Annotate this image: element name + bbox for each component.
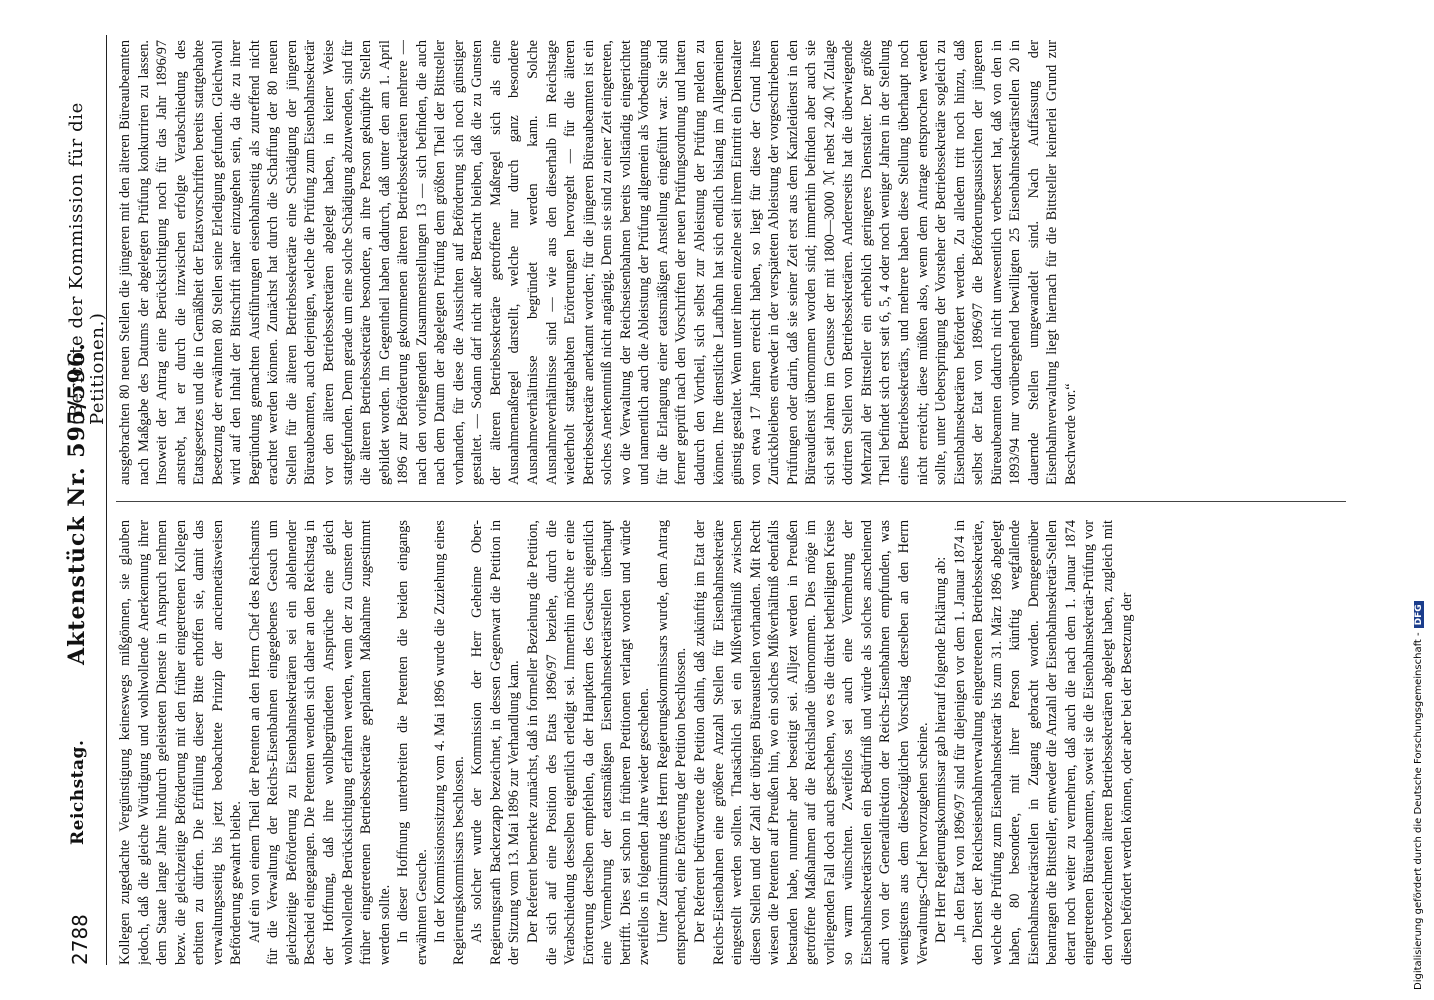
paragraph: Kollegen zugedachte Vergünstigung keineswegs mißgönnen, sie glauben jedoch, daß die gleiche Würdigung und wohlwollende Anerkennung ihrer dem Staate lange Jahre hindurch geleisteten Dienste in Anspruch nehmen bezw. die gleichzeitige Beförderung mit den früher eingetretenen Kollegen erbitten zu dürfen. Die Erfüllung dieser Bitte erhoffen sie, damit das verwaltungsseitig bis jetzt beobachtete Prinzip der anciennetätsweisen Beförderung gewahrt bleibe.: [117, 520, 245, 965]
digitization-text: Digitalisierung gefördert durch die Deutsche Forschungsgemeinschaft -: [1413, 632, 1424, 990]
paragraph: ausgebrachten 80 neuen Stellen die jüngeren mit den älteren Büreaubeamten nach Maßgabe des Datums der abgelegten Prüfung konkurriren zu lassen. Insoweit der Antrag eine Berücksichtigung noch für das Jahr 1896/97 anstrebt, hat er durch die inzwischen erfolgte Verabschiedung des Etatsgesetzes und die in Gemäßheit der Etatsvorschriften bereits stattgehabte Besetzung der erwähnten 80 Stellen seine Erledigung gefunden. Gleichwohl wird auf den Inhalt der Bittschrift näher einzugehen sein, da die zu ihrer Begründung gemachten Ausführungen eisenbahnseitig als zutreffend nicht erachtet werden können. Zunächst hat durch die Schaffung der 80 neuen Stellen für die älteren Betriebssekretäre eine Schädigung der jüngeren Büreaubeamten, auch derjenigen, welche die Prüfung zum Eisenbahnsekretär vor den älteren Betriebssekretären abgelegt haben, in keiner Weise stattgefunden. Denn gerade um eine solche Schädigung abzuwenden, sind für die älteren Betriebssekretäre besondere, an ihre Person geknüpfte Stellen gebildet worden. Im Gegentheil haben dadurch, daß unter den am 1. April 1896 zur Beförderung gekommenen älteren Betriebssekretären mehrere — nach den vorliegenden Zusammenstellungen 13 — sich befinden, die auch nach dem Datum der abgelegten Prüfung dem größten Theil der Bittsteller vorhanden, für diese die Aussichten auf Beförderung sich noch günstiger gestaltet. — Sodann darf nicht außer Betracht bleiben, daß die zu Gunsten der älteren Betriebssekretäre getroffene Maßregel sich als eine Ausnahmemaßregel darstellt, welche nur durch ganz besondere Ausnahmeverhältnisse begründet werden kann. Solche Ausnahmeverhältnisse sind — wie aus den dieserhalb im Reichstage wiederholt stattgehabten Erörterungen hervorgeht — für die älteren Betriebssekretäre anerkannt worden; für die jüngeren Büreaubeamten ist ein solches Anerkenntniß nicht angängig. Denn sie sind zu einer Zeit eingetreten, wo die Verwaltung der Reichseisenbahnen bereits vollständig eingerichtet und namentlich auch die Ableistung der Prüfung allgemein als Vorbedingung für die Erlangung einer etatsmäßigen Anstellung eingeführt war. Sie sind ferner geprüft nach den Vorschriften der neuen Prüfungsordnung und hatten dadurch den Vortheil, sich selbst zur Ableistung der Prüfung melden zu können. Ihre dienstliche Laufbahn hat sich endlich bislang im Allgemeinen günstig gestaltet. Wenn unter ihnen einzelne seit ihrem Eintritt ein Dienstalter von etwa 17 Jahren erreicht haben, so liegt für diese der Grund ihres Zurückbleibens entweder in der verspäteten Ableistung der vorgeschriebenen Prüfungen oder darin, daß sie seiner Zeit erst aus dem Kanzleidienst in den Büreaudienst übernommen worden sind; immerhin befinden aber auch sie sich seit Jahren im Genusse der mit 1800—3000 ℳ nebst 240 ℳ Zulage dotirten Stellen von Betriebssekretären. Andererseits hat die überwiegende Mehrzahl der Bittsteller ein erheblich geringeres Dienstalter. Der größte Theil befindet sich erst seit 6, 5, 4 oder noch weniger Jahren in der Stellung eines Betriebssekretärs, und mehrere haben diese Stellung überhaupt noch nicht erreicht; diese müßten also, wenn dem Antrage entsprochen werden sollte, unter Ueberspringung der Vorsteher der Betriebssekretäre sogleich zu Eisenbahnsekretären befördert werden. Zu alledem tritt noch hinzu, daß selbst der Etat von 1896/97 die Beförderungsaussichten der jüngeren Büreaubeamten dadurch nicht unwesentlich verbessert hat, daß von den in 1893/94 nur vorübergehend bewilligten 25 Eisenbahnsekretärstellen 20 in dauernde Stellen umgewandelt sind. Nach Auffassung der Eisenbahnverwaltung liegt hiernach für die Bittsteller keinerlei Grund zur Beschwerde vor.“: [117, 40, 1079, 485]
page-number: 2788: [68, 914, 92, 965]
paragraph: Der Referent bemerkte zunächst, daß in formeller Beziehung die Petition, die sich auf eine Position des Etats 1896/97 beziehe, durch die Verabschiedung desselben eigentlich erledigt sei. Immerhin möchte er eine Erörterung derselben empfehlen, da der Hauptkern des Gesuchs eigentlich eine Vermehrung der etatsmäßigen Eisenbahnsekretärstellen überhaupt betrifft. Dies sei schon in früheren Petitionen verlangt worden und würde zweifellos in folgenden Jahre wieder geschehen.: [525, 520, 653, 965]
header-subtitle: (Berichte der Kommission für die Petitionen.): [66, 102, 108, 425]
column-divider: [116, 501, 1346, 502]
right-text-column: [116, 40, 1366, 485]
page-header: [58, 35, 107, 965]
paragraph: Als solcher wurde der Kommission der Herr Geheime Ober-Regierungsrath Backerzapp bezeichnet, in dessen Gegenwart die Petition in der Sitzung vom 13. Mai 1896 zur Verhandlung kam.: [469, 520, 523, 965]
chamber-title: Reichstag.: [68, 739, 88, 845]
paragraph: Der Referent befürwortete die Petition dahin, daß zukünftig im Etat der Reichs-Eisenbahnen eine größere Anzahl Stellen für Eisenbahnsekretäre eingestellt werden sollten. Thatsächlich sei ein Mißverhältniß zwischen diesen Stellen und der Zahl der übrigen Büreaustellen vorhanden. Mit Recht wiesen die Petenten auf Preußen hin, wo ein solches Mißverhältniß ebenfalls bestanden habe, nunmehr aber beseitigt sei. Alljezt werden in Preußen getroffene Maßnahmen auf die Reichslande übernommen. Dies möge im vorliegenden Fall doch auch geschehen, wo es die direkt betheiligten Kreise so warm wünschten. Zweifellos sei auch eine Vermehrung der Eisenbahnsekretärstellen ein Bedürfniß und würde als solches anscheinend auch von der Generaldirektion der Reichs-Eisenbahnen empfunden, was wenigstens aus dem diesbezüglichen Vorschlag derselben an den Herrn Verwaltungs-Chef hervorzugehen scheine.: [691, 520, 931, 965]
paragraph: Der Herr Regierungskommissar gab hierauf folgende Erklärung ab:: [933, 556, 950, 943]
paragraph: Unter Zustimmung des Herrn Regierungskommissars wurde, dem Antrag entsprechend, eine Erörterung der Petition beschlossen.: [654, 520, 690, 965]
paragraph: In der Kommissionssitzung vom 4. Mai 1896 wurde die Zuziehung eines Regierungskommissars beschlossen.: [432, 520, 467, 965]
paragraph: Auf ein von einem Theil der Petenten an den Herrn Chef des Reichsamts für die Verwaltung der Reichs-Eisenbahnen eingegebenes Gesuch um gleichzeitige Beförderung zu Eisenbahnsekretären sei ein ablehnender Bescheid eingegangen. Die Petenten wenden sich daher an den Reichstag in der Hoffnung, daß ihre wohlbegründeten Ansprüche eine gleich wohlwollende Berücksichtigung erfahren werden, wenn der zu Gunsten der früher eingetretenen Betriebssekretäre geplanten Maßnahme zugestimmt werden sollte.: [246, 520, 393, 965]
dfg-logo: DFG: [1414, 601, 1424, 628]
document-number: Aktenstück Nr. 595/596.: [64, 342, 90, 665]
rotated-document-page: [58, 35, 1378, 965]
paragraph: In dieser Hoffnung unterbreiten die Petenten die beiden eingangs erwähnten Gesuche.: [395, 520, 430, 965]
digitization-note: [1413, 601, 1424, 990]
left-text-column: [116, 520, 1366, 965]
paragraph: „In den Etat von 1896/97 sind für diejenigen vor dem 1. Januar 1874 in den Dienst der Reichseisenbahnverwaltung eingetretenen Betriebssekretäre, welche die Prüfung zum Eisenbahnsekretär bis zum 31. März 1896 abgelegt haben, 80 besondere, mit ihrer Person künftig wegfallende Eisenbahnsekretärstellen in Zugang gebracht worden. Demgegenüber beantragen die Bittsteller, entweder die Anzahl der Eisenbahnsekretär-Stellen derart noch weiter zu vermehren, daß auch die nach dem 1. Januar 1874 eingetretenen Büreaubeamten, soweit sie die Eisenbahnsekretär-Prüfung vor den vorbezeichneten älteren Betriebssekretären abgelegt haben, zugleich mit diesen befördert werden können, oder aber bei der Besetzung der: [951, 520, 1135, 965]
